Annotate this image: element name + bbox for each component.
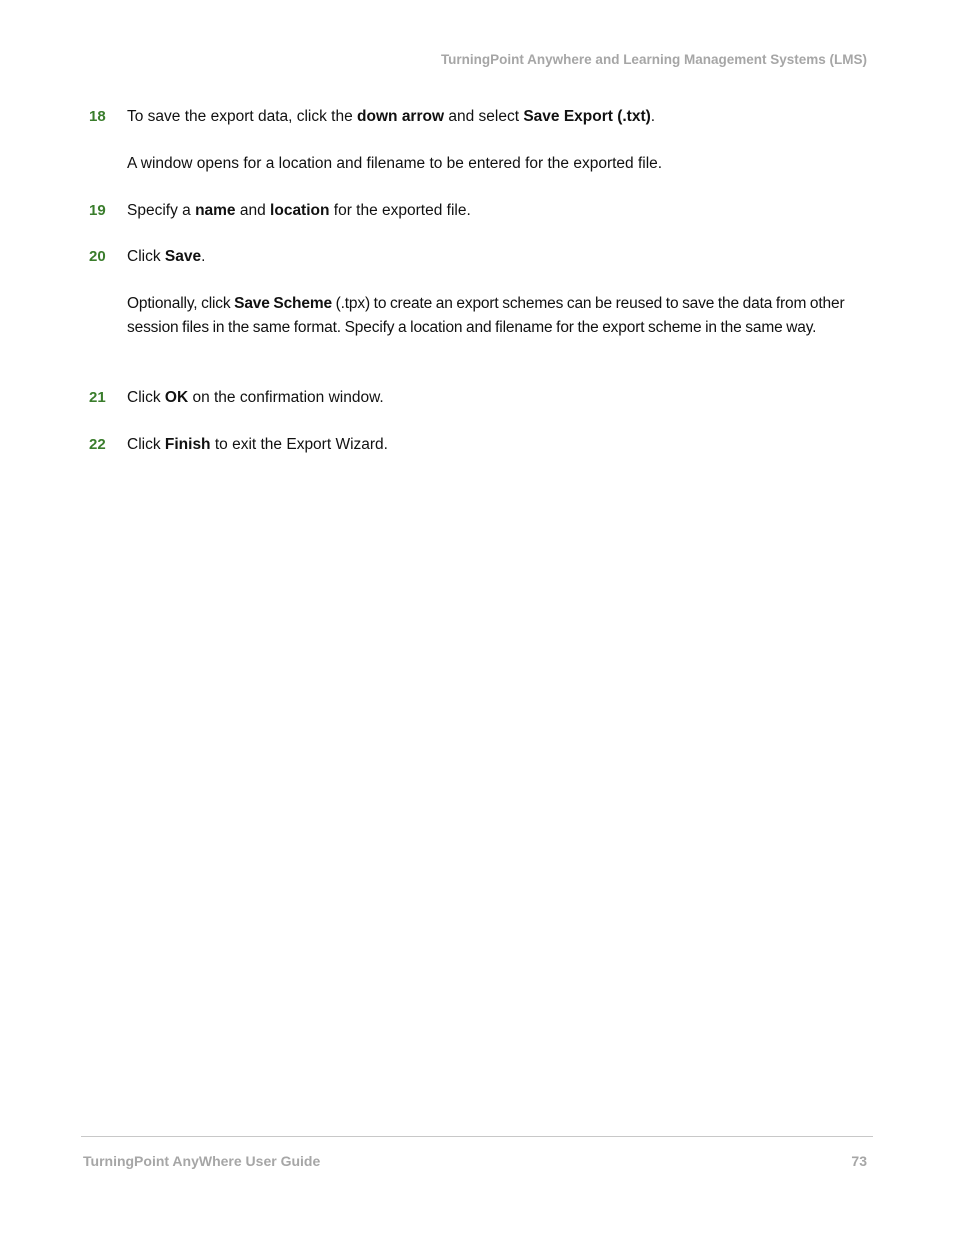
step-number: 18 bbox=[89, 108, 106, 125]
bold-term: Save Scheme bbox=[234, 295, 332, 312]
footer-divider bbox=[81, 1136, 873, 1137]
bold-term: name bbox=[195, 202, 236, 219]
step-text: To save the export data, click the down arrow and select Save Export (.txt). bbox=[127, 108, 656, 125]
bold-term: Save bbox=[164, 248, 202, 265]
bold-term: down arrow bbox=[357, 108, 445, 125]
bold-term: location bbox=[270, 202, 330, 219]
running-header: TurningPoint Anywhere and Learning Management Systems (LMS) bbox=[440, 52, 867, 67]
step-text: Specify a name and location for the exported file. bbox=[127, 202, 471, 219]
step-text: Click Finish to exit the Export Wizard. bbox=[127, 436, 388, 453]
step-20-note: Optionally, click Save Scheme (.tpx) to create an export schemes can be reused to save the data from other session files in the same format. Specify a location and filename for the export scheme in the same way. bbox=[127, 295, 845, 336]
step-18-note: A window opens for a location and filename to be entered for the exported file. bbox=[127, 155, 663, 172]
page-number: 73 bbox=[851, 1153, 867, 1169]
bold-term: Save Export (.txt) bbox=[523, 108, 651, 125]
step-text: Click OK on the confirmation window. bbox=[127, 389, 384, 406]
step-text: Click Save. bbox=[127, 248, 206, 265]
step-number: 20 bbox=[89, 248, 106, 265]
footer-guide-title: TurningPoint AnyWhere User Guide bbox=[83, 1153, 321, 1169]
step-number: 21 bbox=[89, 389, 106, 406]
bold-term: OK bbox=[164, 389, 189, 406]
bold-term: Finish bbox=[164, 436, 211, 453]
step-number: 22 bbox=[89, 436, 106, 453]
step-number: 19 bbox=[89, 202, 106, 219]
